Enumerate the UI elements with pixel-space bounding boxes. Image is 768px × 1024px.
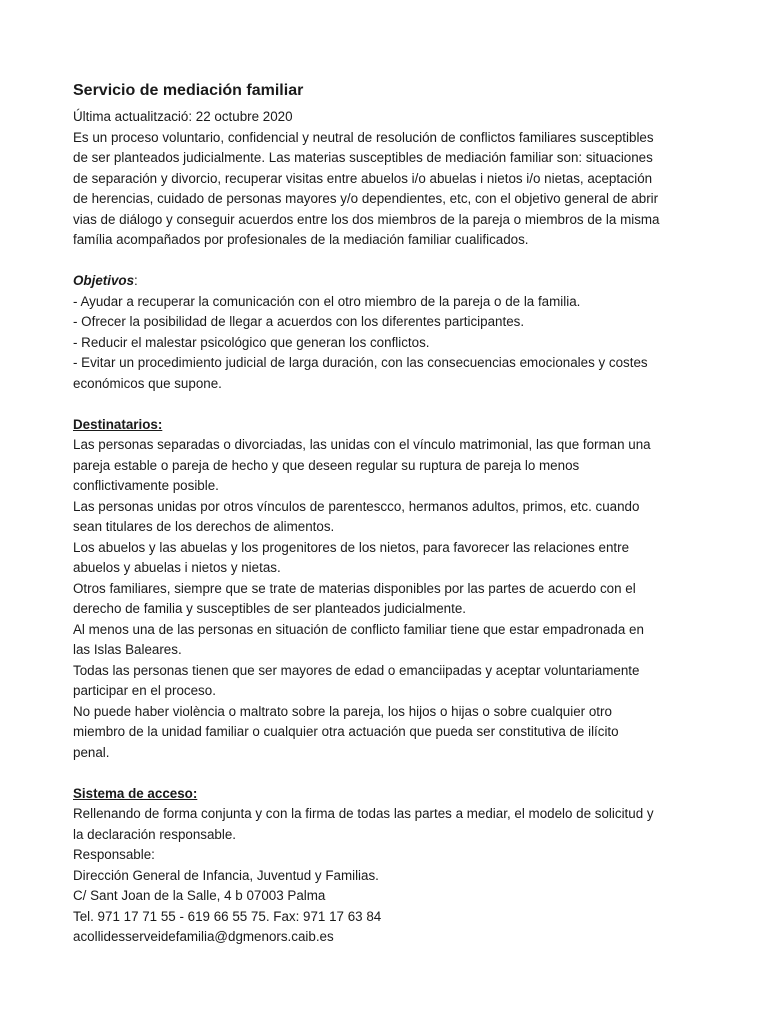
destinatarios-line: Las personas unidas por otros vínculos de parentescco, hermanos adultos, primos, etc. cuando [73,498,640,514]
objetivos-item: - Ofrecer la posibilidad de llegar a acuerdos con los diferentes participantes. [73,314,525,329]
acceso-heading: Sistema de acceso: [73,785,198,801]
intro-line: vias de diálogo y conseguir acuerdos entre los dos miembros de la pareja o miembros de la misma [73,211,660,227]
objetivos-item: - Ayudar a recuperar la comunicación con el otro miembro de la pareja o de la familia. [73,293,581,309]
responsable-label: Responsable: [73,847,155,862]
intro-line: de separación y divorcio, recuperar visitas entre abuelos i/o abuelas i nietos i/o nietas, aceptación [73,170,653,186]
acceso-section [73,784,693,948]
destinatarios-line: pareja estable o pareja de hecho y que deseen regular su ruptura de pareja lo menos [73,457,580,473]
intro-line: Es un proceso voluntario, confidencial y neutral de resolución de conflictos familiares susceptibles [73,129,654,145]
objetivos-item: económicos que supone. [73,375,222,391]
objetivos-heading-line: Objetivos: [73,273,138,288]
objetivos-heading: Objetivos [73,273,135,288]
email: acollidesserveidefamilia@dgmenors.caib.es [73,929,334,944]
intro-paragraph [73,128,693,251]
destinatarios-line: sean titulares de los derechos de alimentos. [73,519,335,534]
address: C/ Sant Joan de la Salle, 4 b 07003 Palma [73,888,326,903]
destinatarios-line: Otros familiares, siempre que se trate de materias disponibles por las partes de acuerdo con el [73,580,636,596]
acceso-line: Rellenando de forma conjunta y con la firma de todas las partes a mediar, el modelo de solicitud y [73,806,654,821]
destinatarios-line: Los abuelos y las abuelas y los progenitores de los nietos, para favorecer las relaciones entre [73,539,630,555]
destinatarios-line: Todas las personas tienen que ser mayores de edad o emanciipadas y aceptar voluntariamente [73,662,640,678]
destinatarios-line: penal. [73,744,110,760]
update-date: Última actualització: 22 octubre 2020 [73,109,293,124]
destinatarios-line: derecho de familia y susceptibles de ser planteados judicialmente. [73,601,467,616]
intro-line: de ser planteados judicialmente. Las materias susceptibles de mediación familiar son: situaciones [73,150,653,165]
objetivos-section [73,271,693,394]
destinatarios-line: participar en el proceso. [73,683,216,698]
document-title: Servicio de mediación familiar [73,82,304,99]
destinatarios-line: No puede haber violència o maltrato sobre la pareja, los hijos o hijas o sobre cualquier otro [73,703,612,719]
destinatarios-line: Al menos una de las personas en situación de conflicto familiar tiene que estar empadronada en [73,621,644,637]
objetivos-item: - Reducir el malestar psicológico que generan los conflictos. [73,334,430,350]
department-name: Dirección General de Infancia, Juventud y Familias. [73,867,379,883]
phone-fax: Tel. 971 17 71 55 - 619 66 55 75. Fax: 971 17 63 84 [73,908,382,924]
destinatarios-section [73,415,693,764]
destinatarios-line: las Islas Baleares. [73,642,182,657]
intro-line: família acompañados por profesionales de la mediación familiar cualificados. [73,232,529,247]
document-page [73,80,693,948]
destinatarios-line: conflictivamente posible. [73,478,219,493]
destinatarios-line: abuelos y abuelas i nietos y nietas. [73,560,281,575]
destinatarios-line: Las personas separadas o divorciadas, las unidas con el vínculo matrimonial, las que forman una [73,437,651,452]
objetivos-item: - Evitar un procedimiento judicial de larga duración, con las consecuencias emocionales y costes [73,355,648,370]
intro-line: de herencias, cuidado de personas mayores y/o dependientes, etc, con el objetivo general de abrir [73,191,659,206]
destinatarios-line: miembro de la unidad familiar o cualquier otra actuación que pueda ser constitutiva de ilícito [73,724,619,739]
acceso-line: la declaración responsable. [73,826,237,842]
destinatarios-heading: Destinatarios: [73,416,163,432]
